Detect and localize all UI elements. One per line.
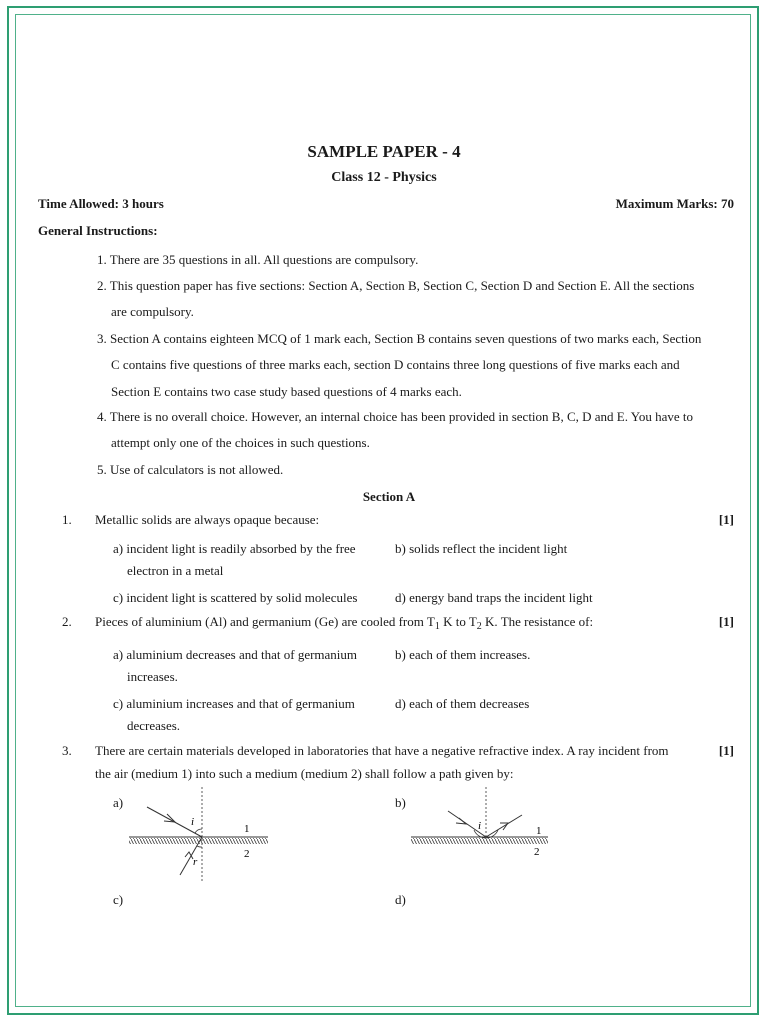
instruction-1: 1. There are 35 questions in all. All questions are compulsory. [97, 252, 419, 267]
question-3-text: There are certain materials developed in laboratories that have a negative refractive index. A ray incident from [95, 743, 669, 758]
question-3-option-a: a) [113, 795, 124, 810]
question-2-marks: [1] [718, 614, 734, 629]
paper-title: SAMPLE PAPER - 4 [307, 142, 461, 161]
question-2-text: Pieces of aluminium (Al) and germanium (Ge) are cooled from $T_1$ K to $T_2$ K. The resistance of: [95, 614, 594, 632]
question-1-number: 1. [62, 512, 72, 527]
instruction-4-cont: attempt only one of the choices in such questions. [111, 435, 370, 450]
question-3-text-cont: the air (medium 1) into such a medium (medium 2) shall follow a path given by: [95, 766, 514, 781]
maximum-marks: Maximum Marks: 70 [615, 196, 734, 211]
incident-ray-arrow [164, 814, 175, 822]
label-i: i [478, 820, 482, 832]
label-medium-2: 2 [244, 848, 250, 860]
instruction-3-cont1: C contains five questions of three marks each, section D contains three long questions of five marks each and [111, 357, 680, 372]
question-2-option-a: a) aluminium decreases and that of germanium [113, 647, 358, 662]
ray-diagram-b [408, 785, 553, 860]
question-3-option-c: c) [113, 892, 124, 907]
question-1-option-b: b) solids reflect the incident light [395, 541, 568, 556]
instruction-2-cont: are compulsory. [111, 304, 194, 319]
question-1-option-a-cont: electron in a metal [127, 563, 224, 578]
angle-arc-i [195, 829, 202, 833]
question-3-option-d: d) [395, 892, 406, 907]
incident-ray-arrow [456, 818, 466, 824]
label-medium-2: 2 [534, 846, 540, 858]
question-2-number: 2. [62, 614, 72, 629]
general-instructions-heading: General Instructions: [38, 223, 158, 238]
question-3-option-b: b) [395, 795, 406, 810]
instruction-5: 5. Use of calculators is not allowed. [97, 462, 284, 477]
question-1-option-d: d) energy band traps the incident light [395, 590, 593, 605]
label-i: i [191, 816, 195, 828]
instruction-3: 3. Section A contains eighteen MCQ of 1 mark each, Section B contains seven questions of two marks each, Section [97, 331, 702, 346]
question-2-option-a-cont: increases. [127, 669, 178, 684]
time-allowed: Time Allowed: 3 hours [38, 196, 164, 211]
question-3-number: 3. [62, 743, 72, 758]
reflected-ray [486, 815, 522, 837]
question-1-option-a: a) incident light is readily absorbed by the free [113, 541, 356, 556]
instruction-3-cont2: Section E contains two case study based questions of 4 marks each. [111, 384, 462, 399]
instruction-2: 2. This question paper has five sections: Section A, Section B, Section C, Section D and Section E. All the sections [97, 278, 695, 293]
question-2-option-b: b) each of them increases. [395, 647, 531, 662]
question-3-marks: [1] [718, 743, 734, 758]
question-2-option-c: c) aluminium increases and that of germanium [113, 696, 355, 711]
question-1-option-c: c) incident light is scattered by solid molecules [113, 590, 358, 605]
interface-hatch [411, 838, 548, 844]
label-medium-1: 1 [536, 825, 542, 837]
section-heading: Section A [362, 489, 416, 504]
ray-diagram-a [125, 785, 270, 885]
question-2-option-c-cont: decreases. [127, 718, 181, 733]
question-1-marks: [1] [718, 512, 734, 527]
angle-arc-r [197, 846, 202, 847]
question-2-option-d: d) each of them decreases [395, 696, 530, 711]
label-r: r [193, 856, 198, 868]
label-medium-1: 1 [244, 823, 250, 835]
paper-subtitle: Class 12 - Physics [331, 170, 437, 185]
instruction-4: 4. There is no overall choice. However, an internal choice has been provided in section B, C, D and E. You have to [97, 409, 693, 424]
question-1-text: Metallic solids are always opaque because: [95, 512, 320, 527]
